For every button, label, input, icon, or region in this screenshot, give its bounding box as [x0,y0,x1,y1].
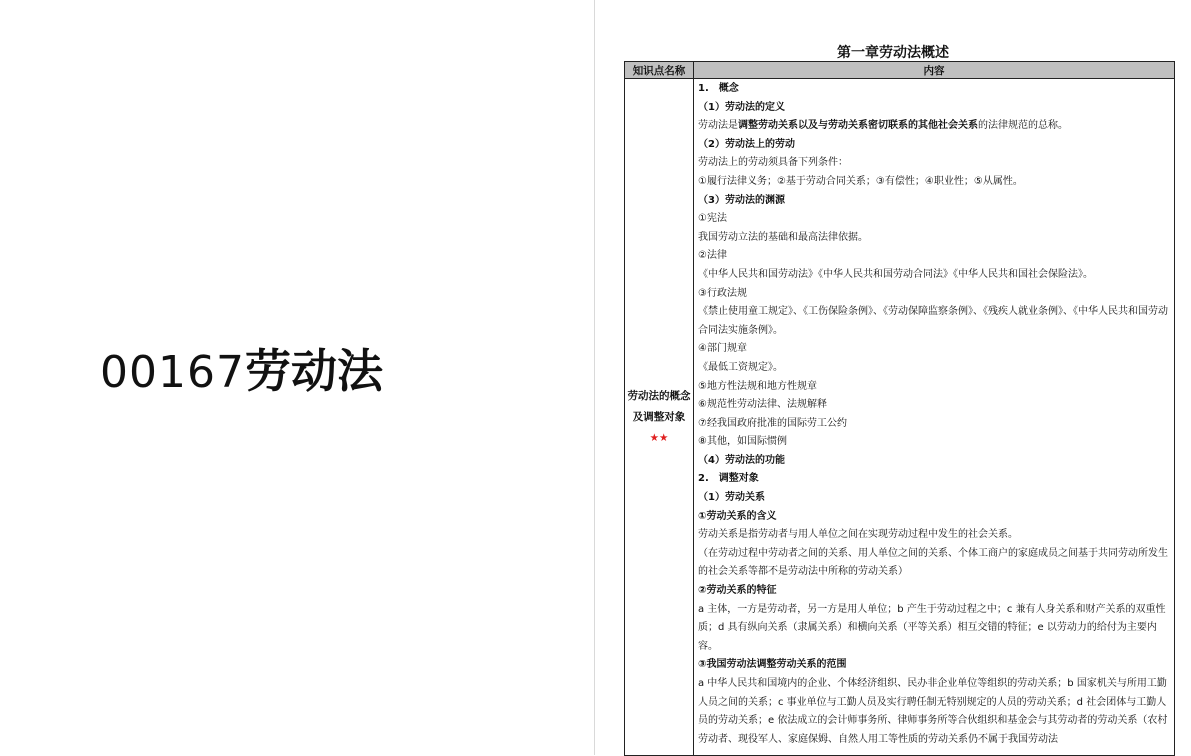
content-heading: ②劳动关系的特征 [698,585,777,597]
content-line: a 中华人民共和国境内的企业、个体经济组织、民办非企业单位等组织的劳动关系；b 国家机关与所用工勤人员之间的关系；c 事业单位与工勤人员及实行聘任制无特别规定的人员的劳动关系；d 社会团体与工勤人员的劳动关系；e 依法成立的会计师事务所、律师事务所等合伙组织和基金会与其劳动者的劳动关系（农村劳动者、现役军人、家庭保姆、自然人用工等性质的劳动关系仍不属于我国劳动法 [698,678,1168,745]
content-line: ⑤地方性法规和地方性规章 [698,380,817,392]
knowledge-table [624,61,1175,756]
chapter-title: 第一章劳动法概述 [837,45,949,61]
course-code: 00167 [100,347,245,398]
content-heading: （3）劳动法的渊源 [698,194,785,206]
content-heading: 2. 调整对象 [698,473,759,485]
content-line: a 主体，一方是劳动者，另一方是用人单位；b 产生于劳动过程之中；c 兼有人身关系和财产关系的双重性质；d 具有纵向关系（隶属关系）和横向关系（平等关系）相互交错的特征；e 以劳动力的给付为主要内容。 [698,603,1166,652]
content-heading: ③我国劳动法调整劳动关系的范围 [698,659,847,671]
course-name: 劳动法 [244,344,383,398]
content-line: ③行政法规 [698,287,747,299]
content-line: ⑧其他，如国际惯例 [698,436,787,448]
importance-stars: ★★ [649,431,669,444]
content-cell [694,79,1175,756]
content-line: 《禁止使用童工规定》、《工伤保险条例》、《劳动保障监察条例》、《残疾人就业条例》、《中华人民共和国劳动合同法实施条例》。 [698,306,1168,336]
content-line: 我国劳动立法的基础和最高法律依据。 [698,231,868,243]
content-line: 劳动法上的劳动须具备下列条件： [698,157,848,169]
table-row [625,79,1175,756]
header-knowledge-point: 知识点名称 [625,62,694,79]
content-heading: （2）劳动法上的劳动 [698,138,795,150]
content-line: ⑦经我国政府批准的国际劳工公约 [698,417,847,429]
cover-page [0,0,594,755]
content-line: ④部门规章 [698,343,747,355]
content-segment: 劳动法是 [698,120,738,132]
content-page [595,0,1191,755]
content-line: 《最低工资规定》。 [698,361,783,373]
content-line: （在劳动过程中劳动者之间的关系、用人单位之间的关系、个体工商户的家庭成员之间基于共同劳动所发生的社会关系等都不是劳动法中所称的劳动关系） [698,547,1168,578]
content-line: ①履行法律义务；②基于劳动合同关系；③有偿性；④职业性；⑤从属性。 [698,175,1023,187]
content-line: 《中华人民共和国劳动法》《中华人民共和国劳动合同法》《中华人民共和国社会保险法》。 [698,268,1093,280]
header-content: 内容 [694,62,1175,79]
knowledge-point-name: 劳动法的概念及调整对象 [627,389,691,423]
content-line [698,117,1170,136]
content-heading: （1）劳动法的定义 [698,101,785,113]
cover-title [100,340,383,404]
content-heading: （1）劳动关系 [698,492,765,504]
content-segment: 调整劳动关系以及与劳动关系密切联系的其他社会关系 [738,120,978,132]
table-header-row [625,62,1175,79]
content-heading: 1. 概念 [698,83,739,94]
content-line: ⑥规范性劳动法律、法规解释 [698,399,827,411]
content-heading: ①劳动关系的含义 [698,510,777,522]
content-line: ①宪法 [698,213,727,225]
content-heading: （4）劳动法的功能 [698,454,785,466]
content-line: ②法律 [698,250,727,262]
content-segment: 的法律规范的总称。 [978,120,1068,132]
knowledge-point-cell [625,79,694,756]
content-line: 劳动关系是指劳动者与用人单位之间在实现劳动过程中发生的社会关系。 [698,529,1018,541]
content-lines [698,80,1170,752]
